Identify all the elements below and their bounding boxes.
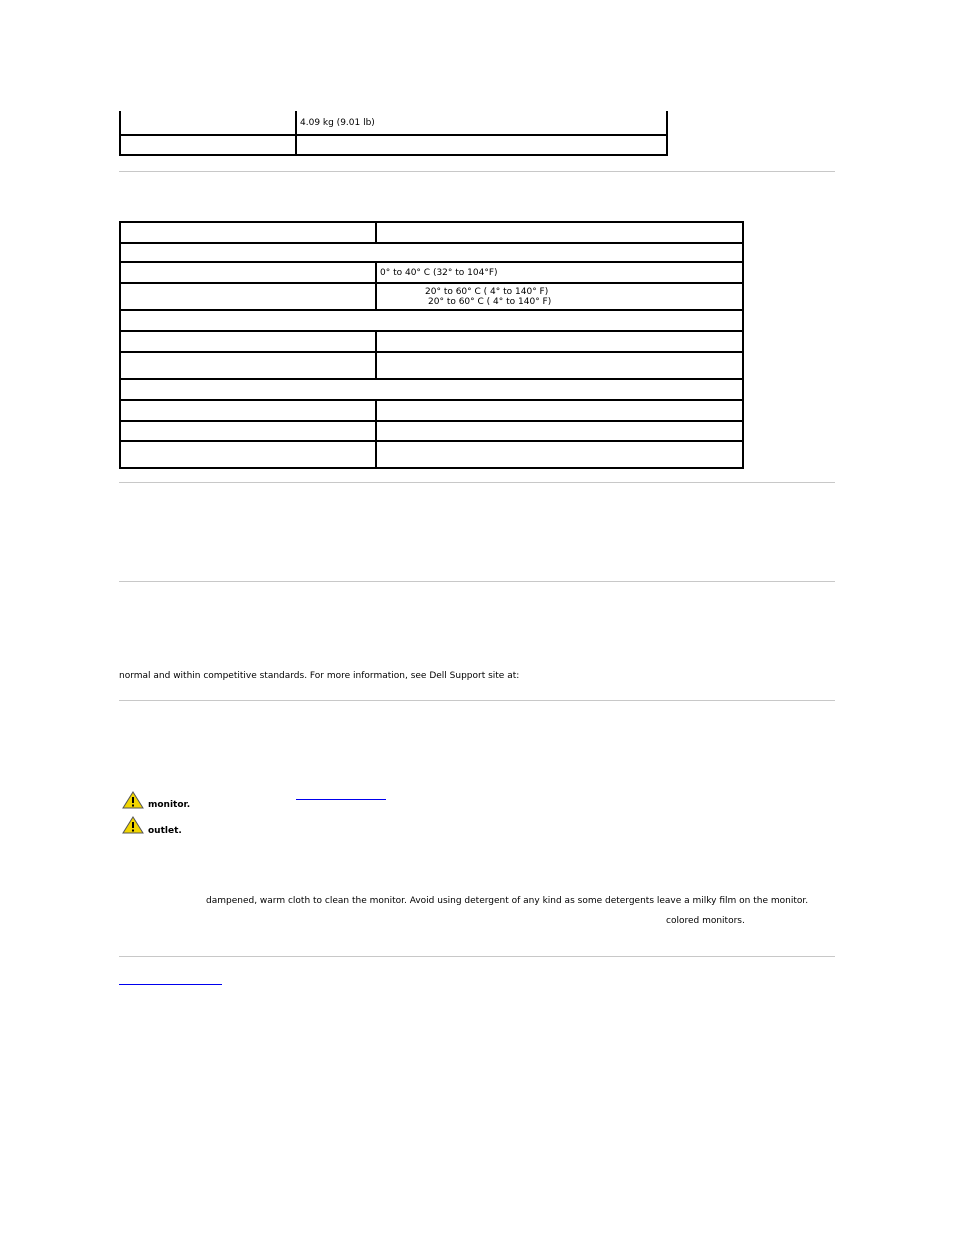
- section-divider: [119, 956, 835, 957]
- env-section-altitude: [120, 379, 743, 400]
- cleaning-instructions-line2: colored monitors.: [666, 916, 745, 926]
- env-nonoperating-line2: 20° to 60° C ( 4° to 140° F): [428, 296, 552, 307]
- env-humidity-nonop-value: [376, 352, 743, 379]
- warning-triangle-icon: [122, 816, 144, 834]
- env-nonoperating-value-cell: [376, 283, 743, 310]
- env-humidity-nonop-label: [120, 352, 376, 379]
- warning-text-monitor: monitor.: [148, 800, 191, 810]
- weight-value-cell: [296, 111, 667, 135]
- environment-table: [119, 221, 744, 469]
- env-section-temperature: [120, 243, 743, 262]
- warning-triangle-icon: [122, 791, 144, 809]
- weight-value: 4.09 kg (9.01 lb): [300, 117, 375, 128]
- section-divider: [119, 482, 835, 483]
- env-header-label: [120, 222, 376, 243]
- env-operating-label: [120, 262, 376, 283]
- pixel-policy-text: normal and within competitive standards. For more information, see Dell Support site at:: [119, 671, 520, 681]
- env-section-humidity: [120, 310, 743, 331]
- env-nonoperating-label: [120, 283, 376, 310]
- section-divider: [119, 700, 835, 701]
- env-humidity-op-value: [376, 331, 743, 352]
- env-altitude-nonop-value: [376, 421, 743, 441]
- env-header-value: [376, 222, 743, 243]
- env-altitude-nonop-label: [120, 421, 376, 441]
- weight-value-cell-2: [296, 135, 667, 155]
- env-humidity-op-label: [120, 331, 376, 352]
- warning-text-outlet: outlet.: [148, 826, 182, 836]
- weight-table: [119, 111, 668, 156]
- section-divider: [119, 171, 835, 172]
- cleaning-instructions-line1: dampened, warm cloth to clean the monitor. Avoid using detergent of any kind as some detergents leave a milky film on the monitor.: [206, 896, 809, 906]
- env-operating-value-cell: [376, 262, 743, 283]
- env-altitude-op-value: [376, 400, 743, 421]
- back-to-contents-link[interactable]: [119, 984, 222, 985]
- specifications-link[interactable]: [296, 799, 386, 800]
- section-divider: [119, 581, 835, 582]
- env-heat-label: [120, 441, 376, 468]
- env-heat-value: [376, 441, 743, 468]
- weight-label-cell-2: [120, 135, 296, 155]
- env-operating-value: 0° to 40° C (32° to 104°F): [380, 267, 498, 278]
- weight-label-cell: [120, 111, 296, 135]
- env-nonoperating-line1: 20° to 60° C ( 4° to 140° F): [425, 286, 549, 297]
- env-altitude-op-label: [120, 400, 376, 421]
